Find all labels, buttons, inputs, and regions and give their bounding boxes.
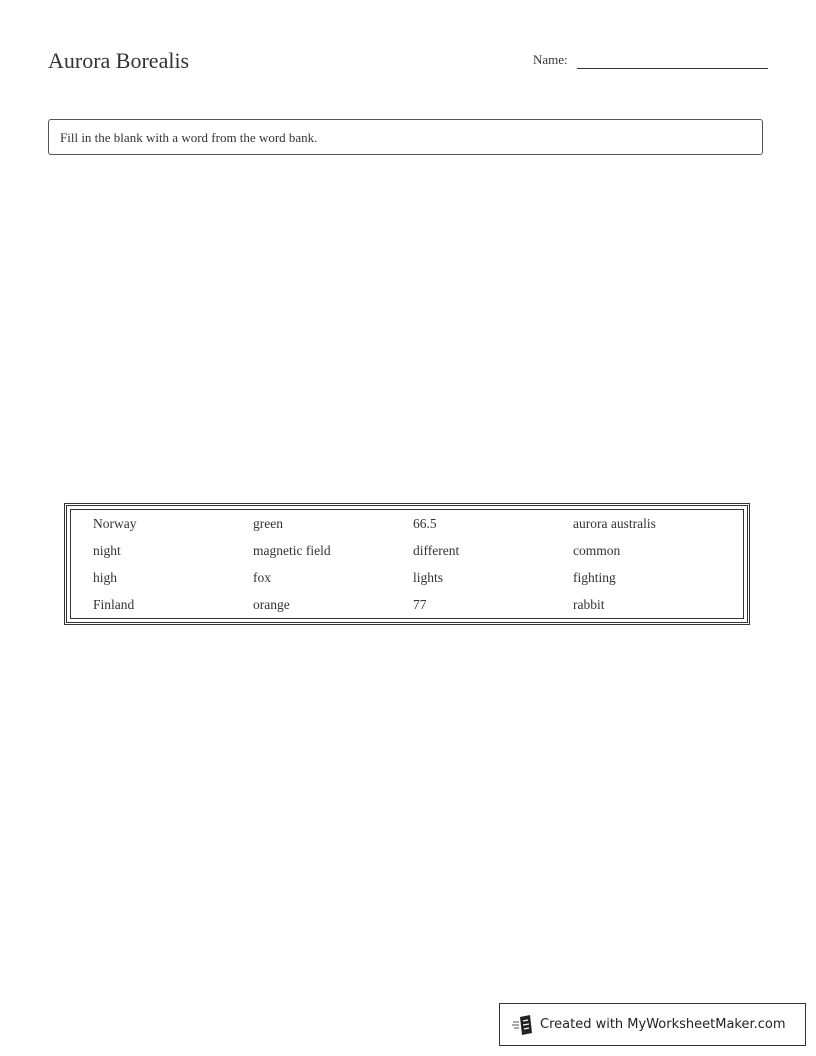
word-bank-item: 77 — [413, 597, 427, 612]
word-bank-item: rabbit — [573, 597, 605, 612]
word-bank-item: orange — [253, 597, 290, 612]
worksheet-title: Aurora Borealis — [48, 48, 190, 73]
name-blank-line[interactable] — [577, 68, 768, 69]
footer-text: Created with MyWorksheetMaker.com — [540, 1017, 786, 1032]
word-bank-item: fighting — [573, 570, 616, 585]
instructions-box: Fill in the blank with a word from the word bank. — [48, 119, 763, 155]
word-bank-item: night — [93, 543, 121, 558]
word-bank-item: magnetic field — [253, 543, 331, 558]
word-bank-item: aurora australis — [573, 516, 656, 531]
word-bank-item: lights — [413, 570, 444, 585]
word-bank-item: Norway — [93, 516, 137, 531]
word-bank-item: common — [573, 543, 621, 558]
word-bank-item: high — [93, 570, 118, 585]
word-bank-item: fox — [253, 570, 271, 585]
word-bank-grid — [93, 516, 733, 624]
footer-badge[interactable] — [499, 1003, 806, 1046]
word-bank-item: green — [253, 516, 283, 531]
worksheet-logo-icon — [512, 1014, 534, 1036]
name-label: Name: — [533, 52, 568, 67]
word-bank-item: different — [413, 543, 460, 558]
word-bank-item: 66.5 — [413, 516, 437, 531]
word-bank-item: Finland — [93, 597, 135, 612]
word-bank — [64, 503, 750, 625]
